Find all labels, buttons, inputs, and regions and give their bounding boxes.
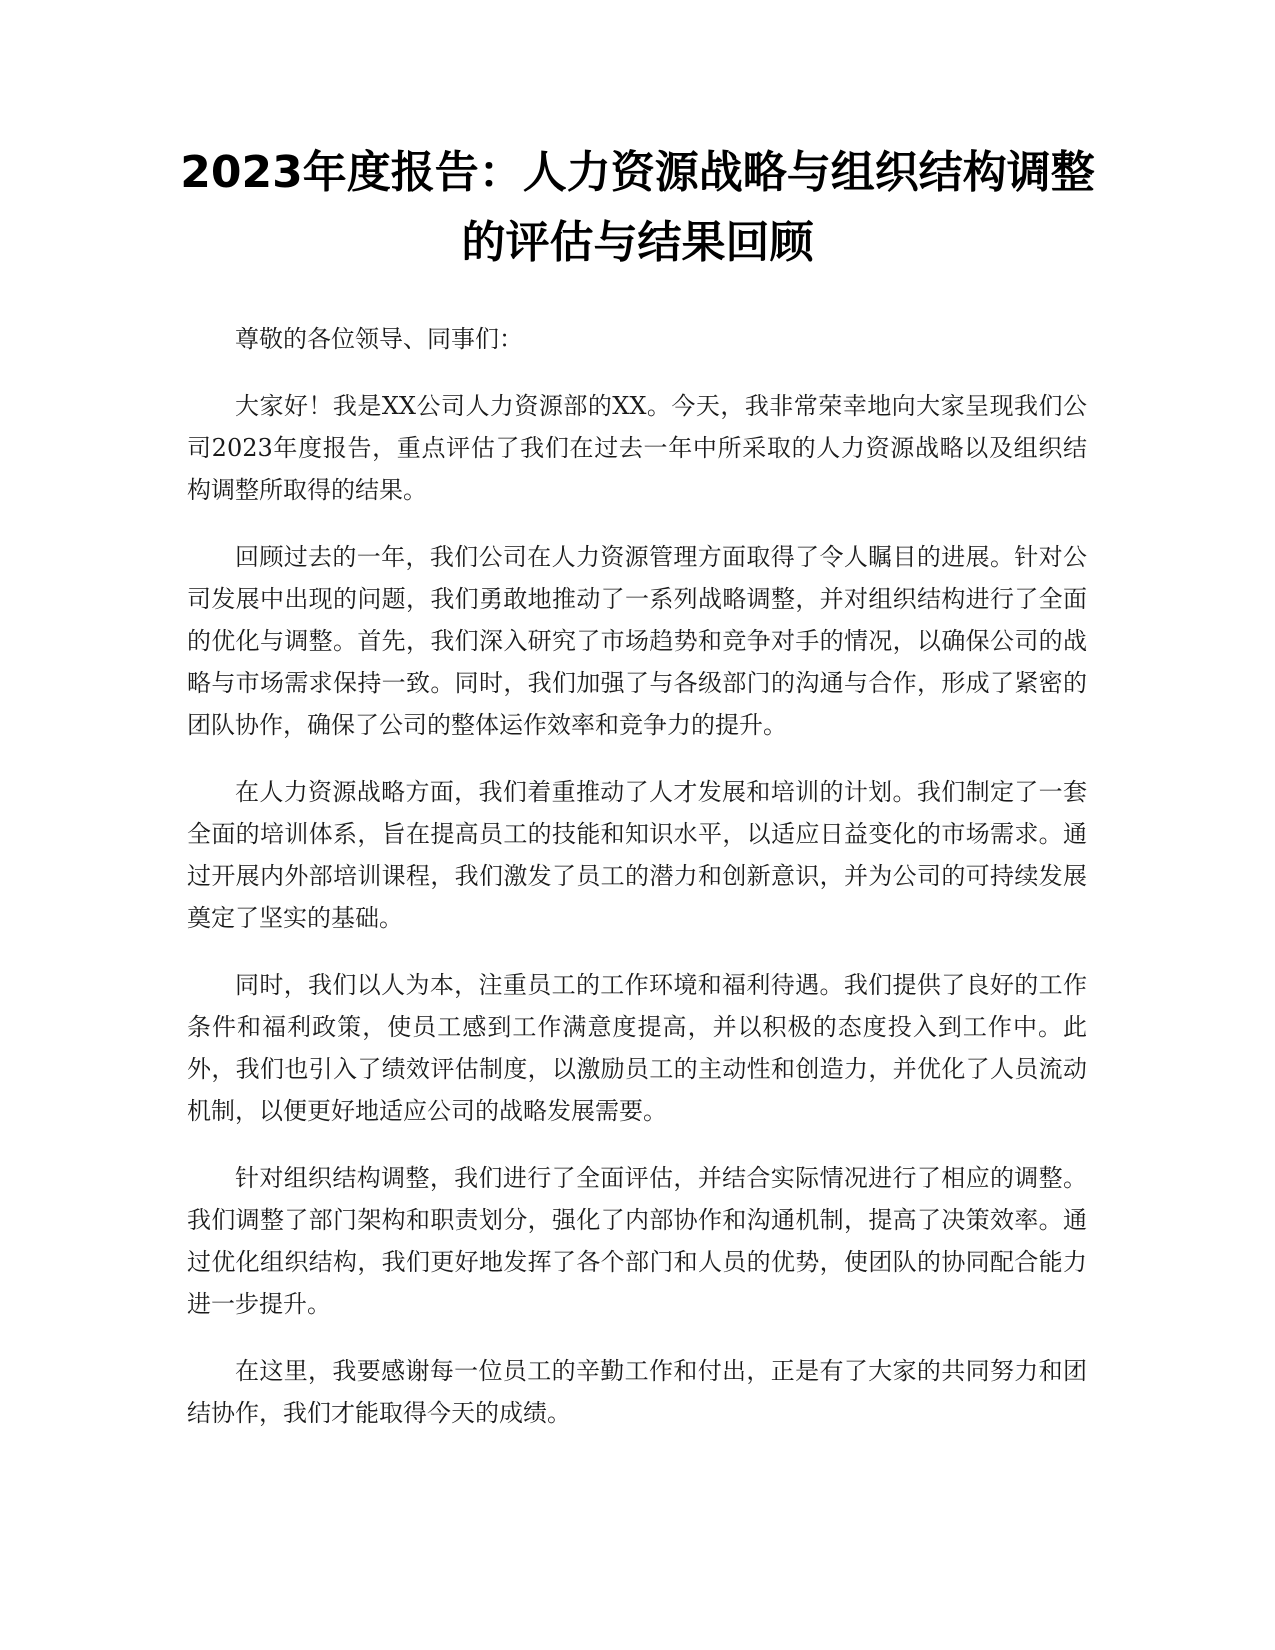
document-title: 2023年度报告：人力资源战略与组织结构调整的评估与结果回顾	[180, 147, 1095, 268]
document-body	[187, 318, 1087, 1459]
body-paragraph: 回顾过去的一年，我们公司在人力资源管理方面取得了令人瞩目的进展。针对公司发展中出现的问题，我们勇敢地推动了一系列战略调整，并对组织结构进行了全面的优化与调整。首先，我们深入研究了市场趋势和竞争对手的情况，以确保公司的战略与市场需求保持一致。同时，我们加强了与各级部门的沟通与合作，形成了紧密的团队协作，确保了公司的整体运作效率和竞争力的提升。	[187, 543, 1087, 739]
salutation-paragraph: 尊敬的各位领导、同事们：	[235, 325, 523, 353]
body-paragraph: 在人力资源战略方面，我们着重推动了人才发展和培训的计划。我们制定了一套全面的培训体系，旨在提高员工的技能和知识水平，以适应日益变化的市场需求。通过开展内外部培训课程，我们激发了员工的潜力和创新意识，并为公司的可持续发展奠定了坚实的基础。	[187, 778, 1087, 932]
body-paragraph: 同时，我们以人为本，注重员工的工作环境和福利待遇。我们提供了良好的工作条件和福利政策，使员工感到工作满意度提高，并以积极的态度投入到工作中。此外，我们也引入了绩效评估制度，以激励员工的主动性和创造力，并优化了人员流动机制，以便更好地适应公司的战略发展需要。	[187, 971, 1087, 1125]
body-paragraph: 大家好！我是XX公司人力资源部的XX。今天，我非常荣幸地向大家呈现我们公司2023年度报告，重点评估了我们在过去一年中所采取的人力资源战略以及组织结构调整所取得的结果。	[187, 392, 1087, 504]
body-paragraph: 在这里，我要感谢每一位员工的辛勤工作和付出，正是有了大家的共同努力和团结协作，我们才能取得今天的成绩。	[187, 1357, 1087, 1427]
body-paragraph: 针对组织结构调整，我们进行了全面评估，并结合实际情况进行了相应的调整。我们调整了部门架构和职责划分，强化了内部协作和沟通机制，提高了决策效率。通过优化组织结构，我们更好地发挥了各个部门和人员的优势，使团队的协同配合能力进一步提升。	[187, 1164, 1087, 1318]
